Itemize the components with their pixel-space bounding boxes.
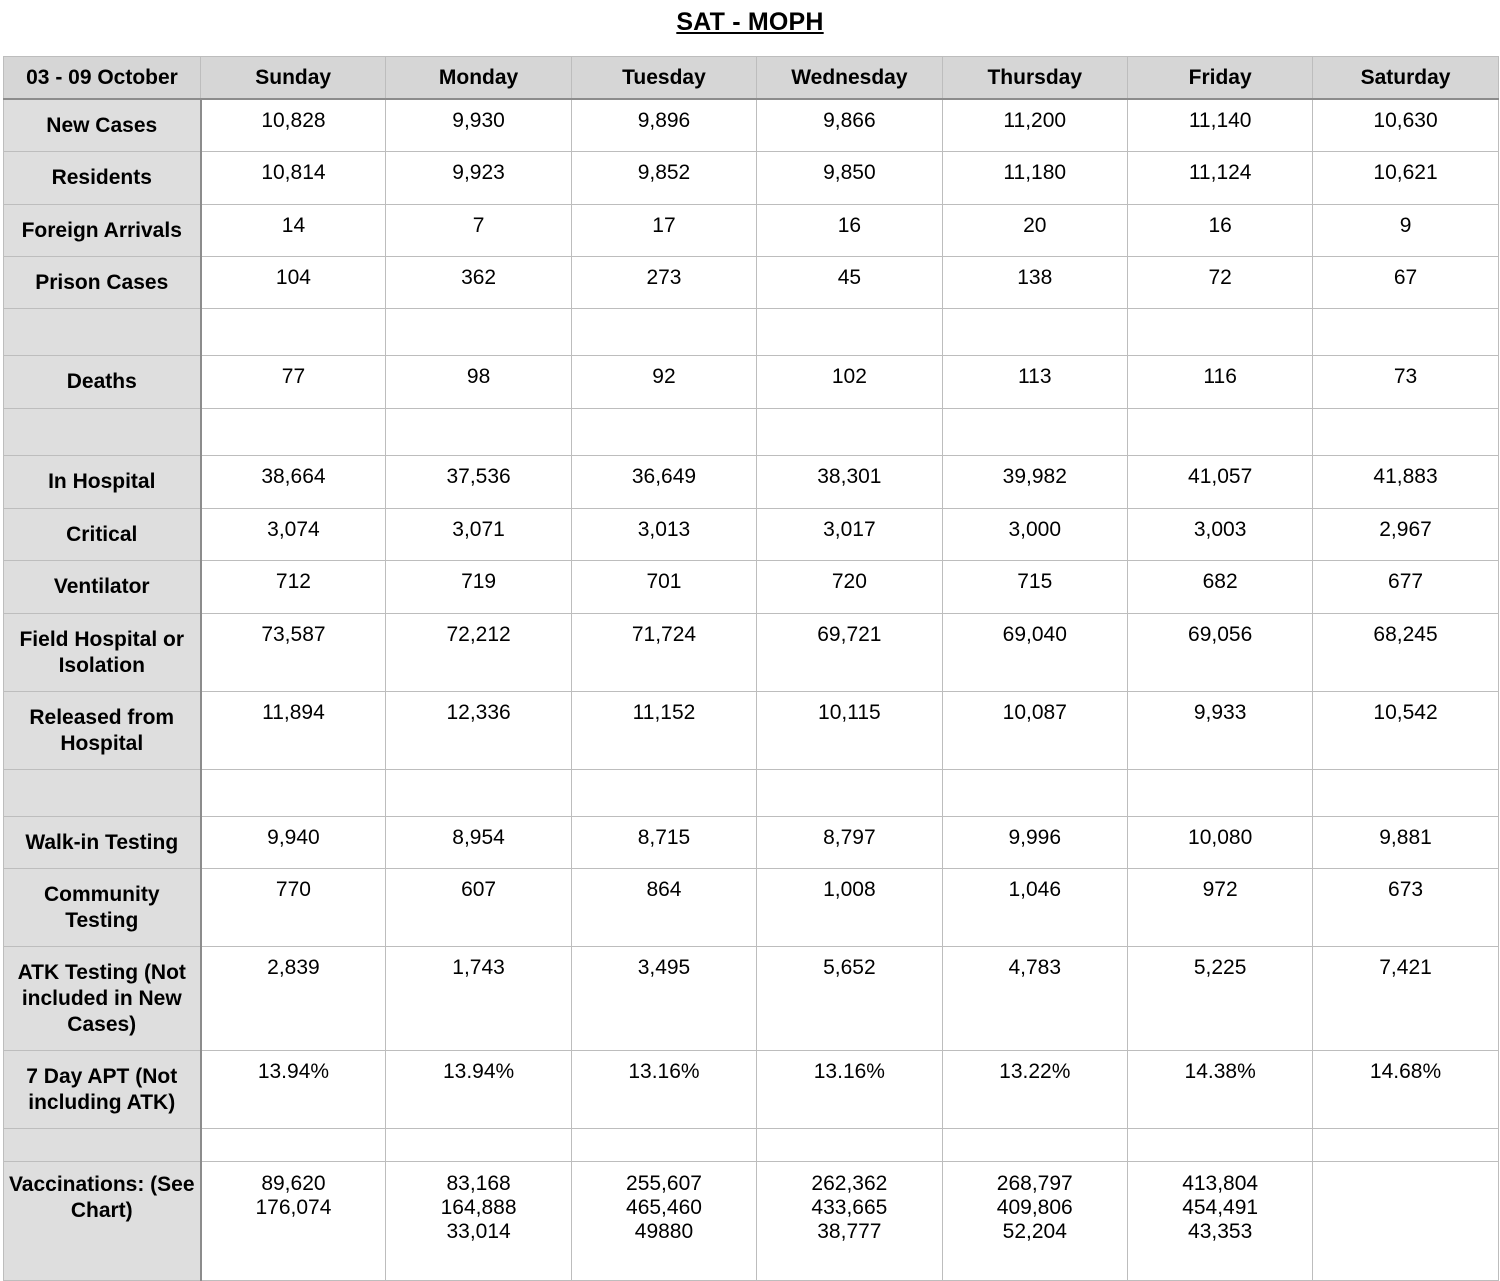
cell: 13.16% [571, 1051, 756, 1129]
cell [942, 1129, 1127, 1162]
row-label [4, 309, 201, 356]
vaccination-value: 89,620 [261, 1172, 326, 1195]
vaccination-value: 454,491 [1182, 1196, 1259, 1219]
cell [201, 1162, 386, 1281]
cell: 719 [386, 561, 571, 614]
cell: 39,982 [942, 456, 1127, 509]
cell: 1,046 [942, 869, 1127, 947]
row-label: Prison Cases [4, 257, 201, 309]
cell: 113 [942, 356, 1127, 409]
row-label: ATK Testing (Not included in New Cases) [4, 947, 201, 1051]
cell [386, 1129, 571, 1162]
cell: 67 [1313, 257, 1498, 309]
cell: 8,715 [571, 817, 756, 869]
cell: 72,212 [386, 614, 571, 692]
cell: 10,814 [201, 152, 386, 205]
cell: 720 [757, 561, 942, 614]
cell: 72 [1127, 257, 1312, 309]
row-label: 7 Day APT (Not including ATK) [4, 1051, 201, 1129]
vaccination-value: 268,797 [996, 1172, 1073, 1195]
cell: 3,074 [201, 509, 386, 561]
row-walk-in-testing [4, 817, 1499, 869]
row-label: Walk-in Testing [4, 817, 201, 869]
cell [942, 1162, 1127, 1281]
cell [201, 309, 386, 356]
cell [386, 409, 571, 456]
cell: 9,996 [942, 817, 1127, 869]
vaccination-value: 409,806 [996, 1196, 1073, 1219]
vaccination-value: 413,804 [1182, 1172, 1259, 1195]
cell: 9,930 [386, 99, 571, 152]
cell [1313, 1129, 1498, 1162]
cell: 5,652 [757, 947, 942, 1051]
cell: 104 [201, 257, 386, 309]
cell [942, 770, 1127, 817]
cell [757, 409, 942, 456]
row-residents [4, 152, 1499, 205]
cell: 10,087 [942, 692, 1127, 770]
cell: 37,536 [386, 456, 571, 509]
cell: 10,542 [1313, 692, 1498, 770]
row-label: Released from Hospital [4, 692, 201, 770]
row-new-cases [4, 99, 1499, 152]
cell: 3,003 [1127, 509, 1312, 561]
cell [1127, 770, 1312, 817]
cell: 92 [571, 356, 756, 409]
cell: 3,013 [571, 509, 756, 561]
cell: 701 [571, 561, 756, 614]
cell: 9,852 [571, 152, 756, 205]
day-header: Sunday [201, 57, 386, 100]
cell [571, 770, 756, 817]
cell [201, 1129, 386, 1162]
cell: 3,000 [942, 509, 1127, 561]
row-label: Residents [4, 152, 201, 205]
header-row [4, 57, 1499, 100]
cell: 3,071 [386, 509, 571, 561]
vaccination-value: 33,014 [446, 1220, 511, 1243]
day-header: Friday [1127, 57, 1312, 100]
cell: 4,783 [942, 947, 1127, 1051]
cell: 1,008 [757, 869, 942, 947]
cell: 715 [942, 561, 1127, 614]
cell: 14 [201, 205, 386, 257]
cell: 71,724 [571, 614, 756, 692]
cell [1313, 770, 1498, 817]
row-label: Foreign Arrivals [4, 205, 201, 257]
cell [386, 1162, 571, 1281]
row-7-day-apt [4, 1051, 1499, 1129]
cell: 3,495 [571, 947, 756, 1051]
spacer-row [4, 409, 1499, 456]
cell: 2,967 [1313, 509, 1498, 561]
cell: 36,649 [571, 456, 756, 509]
cell: 98 [386, 356, 571, 409]
cell: 10,828 [201, 99, 386, 152]
row-label [4, 770, 201, 817]
cell: 9,881 [1313, 817, 1498, 869]
cell [571, 1162, 756, 1281]
cell [942, 409, 1127, 456]
cell: 9,866 [757, 99, 942, 152]
cell: 13.22% [942, 1051, 1127, 1129]
day-header: Monday [386, 57, 571, 100]
cell: 69,721 [757, 614, 942, 692]
row-label: Community Testing [4, 869, 201, 947]
cell: 116 [1127, 356, 1312, 409]
row-label: Deaths [4, 356, 201, 409]
vaccination-value: 49880 [634, 1220, 694, 1243]
cell: 864 [571, 869, 756, 947]
cell: 770 [201, 869, 386, 947]
cell: 68,245 [1313, 614, 1498, 692]
row-field-hospital [4, 614, 1499, 692]
cell: 362 [386, 257, 571, 309]
cell: 1,743 [386, 947, 571, 1051]
cell: 273 [571, 257, 756, 309]
cell [942, 309, 1127, 356]
cell: 73 [1313, 356, 1498, 409]
row-community-testing [4, 869, 1499, 947]
row-released-from-hospital [4, 692, 1499, 770]
cell: 12,336 [386, 692, 571, 770]
cell [757, 770, 942, 817]
cell [1313, 309, 1498, 356]
row-critical [4, 509, 1499, 561]
cell [757, 1129, 942, 1162]
cell: 9,850 [757, 152, 942, 205]
cell: 41,057 [1127, 456, 1312, 509]
day-header: Wednesday [757, 57, 942, 100]
row-prison-cases [4, 257, 1499, 309]
cell [201, 409, 386, 456]
vaccination-value: 52,204 [1002, 1220, 1067, 1243]
cell: 13.94% [386, 1051, 571, 1129]
row-label [4, 1129, 201, 1162]
cell [1127, 309, 1312, 356]
row-deaths [4, 356, 1499, 409]
page-title: SAT - MOPH [676, 8, 824, 36]
row-foreign-arrivals [4, 205, 1499, 257]
cell: 9 [1313, 205, 1498, 257]
row-label: Critical [4, 509, 201, 561]
cell: 20 [942, 205, 1127, 257]
row-label: New Cases [4, 99, 201, 152]
cell [386, 309, 571, 356]
cell: 14.68% [1313, 1051, 1498, 1129]
cell [571, 1129, 756, 1162]
cell [571, 309, 756, 356]
cell: 5,225 [1127, 947, 1312, 1051]
row-ventilator [4, 561, 1499, 614]
cell: 13.16% [757, 1051, 942, 1129]
cell: 8,797 [757, 817, 942, 869]
cell: 3,017 [757, 509, 942, 561]
cell: 682 [1127, 561, 1312, 614]
vaccination-value: 176,074 [255, 1196, 332, 1219]
vaccination-value: 38,777 [817, 1220, 882, 1243]
day-header: Thursday [942, 57, 1127, 100]
cell: 9,940 [201, 817, 386, 869]
cell: 11,894 [201, 692, 386, 770]
cell: 10,115 [757, 692, 942, 770]
vaccination-value: 83,168 [446, 1172, 511, 1195]
cell [757, 309, 942, 356]
cell: 10,621 [1313, 152, 1498, 205]
cell: 972 [1127, 869, 1312, 947]
cell [1127, 409, 1312, 456]
cell: 11,180 [942, 152, 1127, 205]
cell: 38,301 [757, 456, 942, 509]
cell: 9,933 [1127, 692, 1312, 770]
cell: 13.94% [201, 1051, 386, 1129]
cell: 607 [386, 869, 571, 947]
row-label [4, 409, 201, 456]
spacer-row [4, 1129, 1499, 1162]
cell [1127, 1129, 1312, 1162]
cell: 7,421 [1313, 947, 1498, 1051]
cell [1127, 1162, 1312, 1281]
spacer-row [4, 309, 1499, 356]
cell: 38,664 [201, 456, 386, 509]
cell: 73,587 [201, 614, 386, 692]
cell: 9,923 [386, 152, 571, 205]
cell [571, 409, 756, 456]
cell: 9,896 [571, 99, 756, 152]
cell: 16 [1127, 205, 1312, 257]
cell: 11,152 [571, 692, 756, 770]
cell [386, 770, 571, 817]
cell [201, 770, 386, 817]
row-vaccinations [4, 1162, 1499, 1281]
cell: 69,040 [942, 614, 1127, 692]
cell: 16 [757, 205, 942, 257]
day-header: Tuesday [571, 57, 756, 100]
cell: 69,056 [1127, 614, 1312, 692]
cell: 41,883 [1313, 456, 1498, 509]
weekly-stats-table [3, 56, 1499, 1281]
period-header: 03 - 09 October [4, 57, 201, 100]
cell: 11,200 [942, 99, 1127, 152]
cell: 102 [757, 356, 942, 409]
cell [1313, 409, 1498, 456]
cell: 11,140 [1127, 99, 1312, 152]
cell: 2,839 [201, 947, 386, 1051]
row-label: Field Hospital or Isolation [4, 614, 201, 692]
vaccination-value: 433,665 [811, 1196, 888, 1219]
cell: 10,080 [1127, 817, 1312, 869]
vaccination-value: 164,888 [440, 1196, 517, 1219]
cell: 17 [571, 205, 756, 257]
day-header: Saturday [1313, 57, 1498, 100]
cell: 138 [942, 257, 1127, 309]
cell: 77 [201, 356, 386, 409]
cell: 7 [386, 205, 571, 257]
row-in-hospital [4, 456, 1499, 509]
vaccination-value: 465,460 [626, 1196, 702, 1219]
row-label: Ventilator [4, 561, 201, 614]
cell: 14.38% [1127, 1051, 1312, 1129]
cell [1313, 1162, 1498, 1281]
vaccination-value: 43,353 [1188, 1220, 1253, 1243]
cell: 8,954 [386, 817, 571, 869]
cell: 11,124 [1127, 152, 1312, 205]
row-label: Vaccinations: (See Chart) [4, 1162, 201, 1281]
cell: 712 [201, 561, 386, 614]
cell [757, 1162, 942, 1281]
cell: 677 [1313, 561, 1498, 614]
cell: 10,630 [1313, 99, 1498, 152]
cell: 673 [1313, 869, 1498, 947]
vaccination-value: 262,362 [811, 1172, 888, 1195]
row-atk-testing [4, 947, 1499, 1051]
spacer-row [4, 770, 1499, 817]
cell: 45 [757, 257, 942, 309]
row-label: In Hospital [4, 456, 201, 509]
vaccination-value: 255,607 [626, 1172, 702, 1195]
